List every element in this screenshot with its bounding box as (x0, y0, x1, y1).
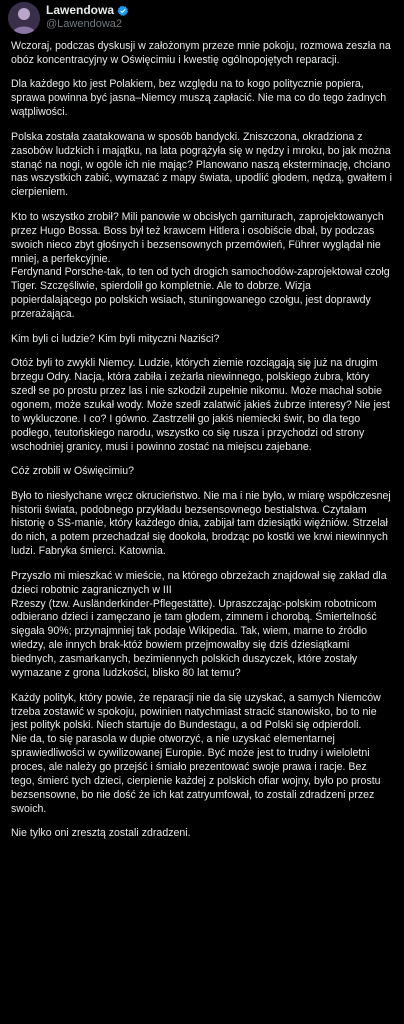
tweet-paragraph: Kto to wszystko zrobił? Mili panowie w obcisłych garniturach, zaprojektowanych przez Hugo Bossa. Boss był też krawcem Hitlera i osobiście dbał, by podczas swoich nieco zbyt głośnych i bezsensownych przemówień, Führer wyglądał nie mniej, a perfekcyjnie. Ferdynand Porsche-tak, to ten od tych drogich samochodów-zaprojektował czołg Tiger. Szczęśliwie, spierdolił go kompletnie. Ale to dobrze. Wizja popierdalającego po polskich wsiach, stuningowanego czołgu, jest doprawdy przerażająca. (11, 210, 390, 321)
tweet-paragraph: Dla każdego kto jest Polakiem, bez względu na to kogo politycznie popiera, sprawa powinna być jasna–Niemcy muszą zapłacić. Nie ma co do tego żadnych wątpliwości. (11, 78, 387, 119)
tweet-paragraph: Było to niesłychane wręcz okrucieństwo. Nie ma i nie było, w miarę współczesnej historii świata, podobnego przykładu bezsensownego bestialstwa. Czytałam historię o SS-manie, który każdego dnia, zabijał tam dziesiątki więźniów. Strzelał do nich, a potem przechadzał się dookoła, brodząc po kostki we krwi niewinnych ludzi. Fabryka śmierci. Katownia. (11, 489, 391, 558)
avatar[interactable] (8, 2, 40, 34)
author-name-row (46, 3, 129, 17)
tweet-paragraph: Przyszło mi mieszkać w mieście, na którego obrzeżach znajdował się zakład dla dzieci robotnic zagranicznych w III Rzeszy (tzw. Ausländerkinder-Pflegestätte). Upraszczając-polskim robotnicom odbierano dzieci i zamęczano je tam głodem, zimnem i chorobą. Śmiertelność sięgała 90%; przynajmniej tak podaje Wikipedia. Tak, wiem, marne to źródło wiedzy, ale innych brak-któż bowiem przejmowałby się dziś dziesiątkami biednych, zasmarkanych, bezimiennych polskich duszyczek, które zostały wymazane z grona ludzkości, blisko 80 lat temu? (11, 569, 387, 680)
tweet-paragraph: Każdy polityk, który powie, że reparacji nie da się uzyskać, a samych Niemców trzeba zostawić w spokoju, powinien natychmiast stracić stanowisko, bo to nie jest polityk polski. Niech startuje do Bundestagu, a od Polski się odpierdoli. Nie da, to się parasola w dupie otworzyć, a nie uzyskać elementarnej sprawiedliwości w cywilizowanej Europie. Być może jest to trudny i wieloletni proces, ale należy go przejść i śmiało prezentować swoje prawa i racje. Bez tego, śmierć tych dzieci, cierpienie każdej z polskich ofiar wojny, było po prostu bezsensowne, bo nie dość że ich kat zatryumfował, to zostali zdradzeni przez swoich. (11, 691, 381, 815)
tweet-header (0, 0, 404, 36)
tweet-paragraph: Cóż zrobili w Oświęcimiu? (11, 465, 135, 478)
tweet-paragraph: Polska została zaatakowana w sposób bandycki. Zniszczona, okradziona z zasobów ludzkich i majątku, na lata pogrążyła się w nędzy i mroku, bo jak można stanąć na nogi, w ogóle ich nie mając? Planowano naszą eksterminację, chciano nas wszystkich zabić, wymazać z mapy świata, upodlić głodem, nędzą, gwałtem i cierpieniem. (11, 130, 392, 199)
author-handle[interactable]: @Lawendowa2 (46, 18, 122, 30)
tweet-text (0, 36, 404, 841)
tweet-paragraph: Otóż byli to zwykli Niemcy. Ludzie, których ziemie rozciągają się już na drugim brzegu Odry. Nacja, która zabiła i zeżarła niewinnego, polskiego żubra, który szedł se po prostu przez las i nie szkodził zupełnie nikomu. Może machał sobie ogonem, może szukał wody. Może szedł zalatwić jakieś żubrze interesy? Nie jest to wykluczone. I co? I gówno. Zastrzelił go jakiś niemiecki świr, bo dla tego podłego, teutońskiego narodu, wszystko co się rusza i przychodzi od strony wschodniej granicy, musi i powinno zostać na miejscu zajebane. (11, 357, 390, 453)
tweet-paragraph: Wczoraj, podczas dyskusji w założonym przeze mnie pokoju, rozmowa zeszła na obóz koncentracyjny w Oświęcimiu i kwestię ogólnopojętych reparacji. (11, 40, 391, 66)
author-display-name[interactable]: Lawendowa (46, 3, 115, 17)
avatar-image (8, 2, 40, 34)
tweet-paragraph: Kim byli ci ludzie? Kim byli mityczni Naziści? (11, 332, 220, 345)
tweet-paragraph: Nie tylko oni zresztą zostali zdradzeni. (11, 827, 191, 840)
verified-badge-icon (117, 4, 129, 16)
